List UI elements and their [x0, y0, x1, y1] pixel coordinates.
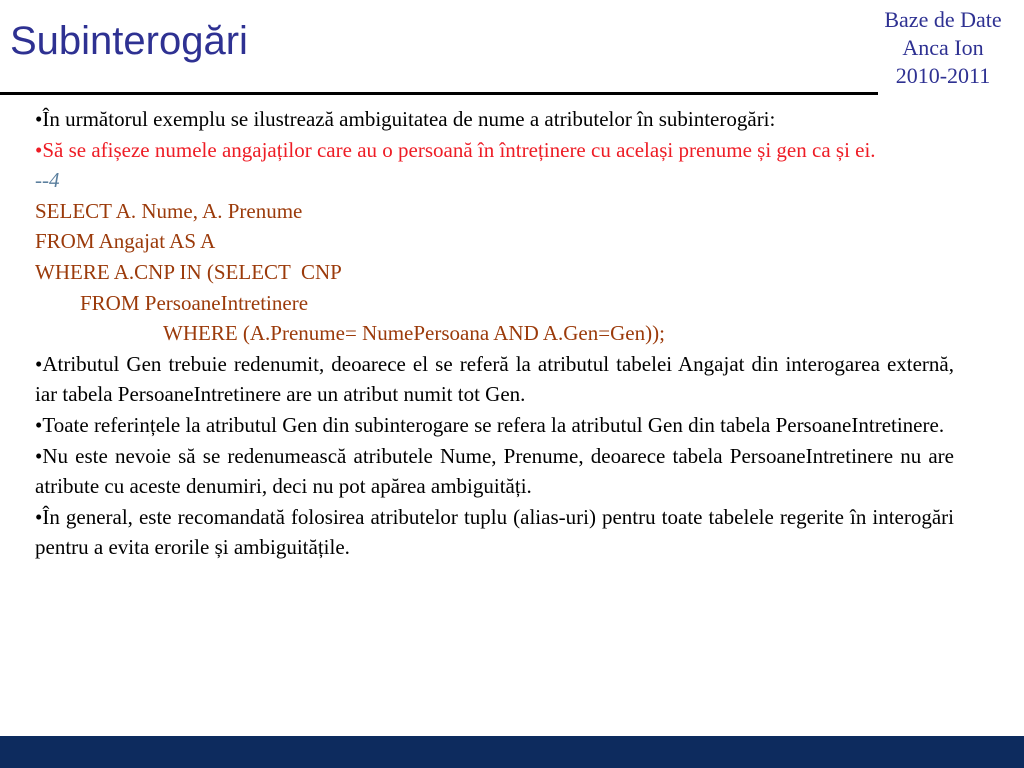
sql-code-block: [35, 196, 954, 349]
code-comment: --4: [35, 168, 60, 193]
slide-title: Subinterogări: [10, 19, 248, 63]
code-line: FROM Angajat AS A: [35, 229, 216, 254]
footer-bar: [0, 736, 1024, 768]
academic-year: 2010-2011: [895, 63, 991, 88]
author-name: Anca Ion: [902, 35, 984, 60]
code-line: SELECT A. Nume, A. Prenume: [35, 198, 303, 223]
slide-body: [35, 104, 954, 563]
title-divider: [0, 92, 878, 95]
bullet-rename-gen: •Atributul Gen trebuie redenumit, deoarece el se referă la atributul tabelei Angajat din interogarea externă, iar tabela PersoaneIntretinere are un atribut numit tot Gen.: [35, 351, 954, 407]
code-line: FROM PersoaneIntretinere: [80, 290, 309, 315]
bullet-references: •Toate referințele la atributul Gen din subinterogare se refera la atributul Gen din tabela PersoaneIntretinere.: [35, 412, 945, 437]
bullet-recommendation: •În general, este recomandată folosirea atributelor tuplu (alias-uri) pentru toate tabelele regerite în interogări pentru a evita erorile și ambiguitățile.: [35, 504, 954, 560]
code-line: WHERE A.CNP IN (SELECT CNP: [35, 259, 342, 284]
course-name: Baze de Date: [884, 7, 1002, 32]
slide-meta: [868, 6, 1018, 90]
code-line: WHERE (A.Prenume= NumePersoana AND A.Gen=Gen));: [163, 321, 665, 346]
bullet-no-rename: •Nu este nevoie să se redenumească atributele Nume, Prenume, deoarece tabela PersoaneIntretinere nu are atribute cu aceste denumiri, deci nu pot apărea ambiguități.: [35, 443, 954, 499]
bullet-task: •Să se afișeze numele angajaților care au o persoană în întreținere cu același prenume și gen ca și ei.: [35, 137, 876, 162]
bullet-intro: •În următorul exemplu se ilustrează ambiguitatea de nume a atributelor în subinterogări:: [35, 107, 776, 131]
